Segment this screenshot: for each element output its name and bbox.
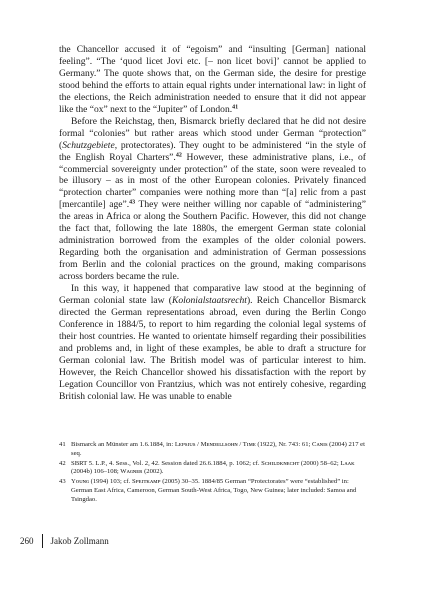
- footnote: [59, 460, 366, 477]
- paragraph: [59, 44, 366, 116]
- page-number: 260: [20, 536, 34, 546]
- italic-term: Schutzgebiete: [62, 139, 115, 151]
- footnote-marker: 41: [232, 104, 239, 111]
- text-run: However, these administrative plans, i.e., of “commercial sovereignty under protection” of the state, soon were revealed to be illusory – as in most of the other European colonies. Privately financed “protection charter” companies were nothing more than “[a] relic from a past [mercantile] age”.: [59, 151, 366, 211]
- footnote-text: Yᴏᴜɴɢ (1994) 103; cf. Sᴘᴇɪᴛᴋᴀᴍᴘ (2005) 30–35. 1884/85 German “Protectorates” were “established” in: German East Africa, Cameroon, German South-West Africa, Togo, New Guinea; later included: Samoa and Tsingdao.: [71, 478, 357, 503]
- italic-term: Kolonialstaatsrecht: [171, 295, 247, 307]
- text-run: They were neither willing nor capable of “administering” the areas in Africa or along the Southern Pacific. However, this did not change the fact that, following the late 1880s, the emergent German state colonial administration borrowed from the examples of the older colonial powers. Regarding both the organisation and administration of German possessions from Berlin and the colonial practices on the ground, making comparisons across borders became the rule.: [59, 199, 366, 283]
- footnote-marker: 43: [129, 199, 136, 206]
- paragraph: [59, 283, 366, 403]
- text-run: , protectorates). They ought to be administered “in the style of the English Royal Charters”.: [59, 139, 366, 163]
- text-run: In this way, it happened that comparative law stood at the beginning of German colonial state law (: [59, 283, 366, 307]
- paragraph: [59, 116, 366, 283]
- footnote: [59, 478, 366, 504]
- text-run: Before the Reichstag, then, Bismarck briefly declared that he did not desire formal “colonies” but rather areas which stood under German “protection” (: [59, 115, 366, 151]
- footnote-number: 42: [59, 459, 66, 467]
- footnote-text: Bismarck an Münster am 1.6.1884, in: Lᴇᴘsɪᴜs / Mᴇɴᴅᴇʟʟsᴏʜɴ / Tɪᴍᴇ (1922), Nr. 743: 61; Cᴀɴɪs (2004) 217 et seq.: [71, 441, 365, 457]
- footer-divider: [42, 534, 43, 548]
- footnote-marker: 42: [175, 152, 182, 159]
- footnote-number: 43: [59, 478, 66, 486]
- text-run: ). Reich Chancellor Bismarck directed the German representations abroad, even during the Berlin Congo Conference in 1884/5, to report to him regarding the colonial legal systems of their host countries. He wanted to orientate himself regarding their possibilities and problems and, in light of these examples, be able to draft a structure for German colonial law. The British model was of particular interest to him. However, the Reich Chancellor showed his dissatisfaction with the report by Legation Councillor von Frantzius, which was not entirely cohesive, regarding British colonial law. He was unable to enable: [59, 295, 366, 402]
- page-footer: [20, 534, 109, 548]
- footnotes: [59, 441, 366, 506]
- footnote-number: 41: [59, 441, 66, 448]
- main-text: [59, 44, 366, 403]
- running-author: Jakob Zollmann: [50, 536, 109, 546]
- footnote: [59, 441, 366, 458]
- text-run: the Chancellor accused it of “egoism” and “insulting [German] national feeling”. “The ‘quod licet Jovi etc. [– non licet bovi]’ cannot be applied to Germany.” The quote shows that, on the German side, the desire for prestige stood behind the efforts to attain equal rights under international law: in light of the elections, the Reich administration needed to ensure that it did not appear like the “ox” next to the “Jupiter” of London.: [59, 44, 366, 115]
- footnote-text: SBRT 5. L.P., 4. Sess., Vol. 2, 42. Session dated 26.6.1884, p. 1062; cf. Sᴄʜɪʟᴅᴋɴᴇᴄʜᴛ (2000) 58–62; Lᴀᴀᴋ (2004b) 106–108; Wᴀɢɴᴇʀ (2002).: [71, 459, 355, 476]
